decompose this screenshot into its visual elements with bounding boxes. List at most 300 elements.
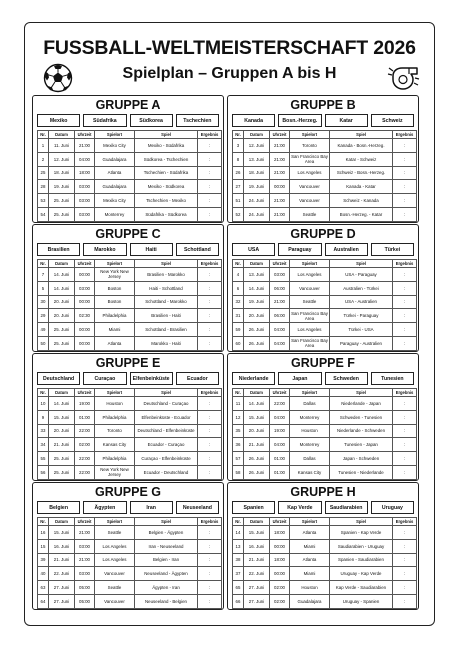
cell-date: 19. Juni	[49, 180, 75, 194]
cell-match-number: 33	[38, 424, 49, 438]
column-header-match-number: Nr.	[38, 389, 49, 397]
cell-result[interactable]: :	[198, 295, 222, 309]
column-header-date: Datum	[244, 131, 270, 139]
cell-result[interactable]: :	[393, 268, 417, 282]
cell-time: 01:00	[75, 410, 95, 424]
cell-result[interactable]: :	[393, 424, 417, 438]
cell-time: 19:00	[75, 397, 95, 411]
cell-venue: Toronto	[95, 424, 135, 438]
cell-time: 03:00	[75, 539, 95, 553]
cell-match: Deutschland - Curaçao	[135, 397, 198, 411]
table-row	[38, 397, 222, 411]
cell-time: 03:00	[75, 207, 95, 221]
table-row	[233, 152, 417, 166]
cell-match: Uruguay - Kap Verde	[330, 567, 393, 581]
cell-match-number: 9	[38, 410, 49, 424]
cell-date: 20. Juni	[49, 309, 75, 323]
table-row	[38, 309, 222, 323]
team-box: Paraguay	[278, 243, 321, 256]
table-row	[38, 180, 222, 194]
cell-match: Südkorea - Tschechien	[135, 152, 198, 166]
cell-match-number: 65	[233, 581, 244, 595]
column-header-time: Uhrzeit	[270, 131, 290, 139]
cell-result[interactable]: :	[393, 581, 417, 595]
cell-venue: Dallas	[290, 452, 330, 466]
cell-venue: Dallas	[290, 397, 330, 411]
cell-date: 22. Juni	[244, 567, 270, 581]
cell-result[interactable]: :	[198, 410, 222, 424]
table-row	[233, 539, 417, 553]
cell-time: 19:00	[270, 424, 290, 438]
table-row	[38, 194, 222, 208]
cell-result[interactable]: :	[198, 581, 222, 595]
column-header-venue: Spielort	[290, 518, 330, 526]
cell-result[interactable]: :	[198, 309, 222, 323]
table-row	[38, 465, 222, 479]
cell-date: 24. Juni	[244, 194, 270, 208]
table-header	[233, 131, 417, 139]
table-row	[38, 207, 222, 221]
group-title: GRUPPE C	[95, 227, 161, 241]
cell-time: 06:00	[270, 309, 290, 323]
cell-date: 14. Juni	[49, 281, 75, 295]
cell-venue: Kansas City	[95, 438, 135, 452]
cell-time: 21:00	[270, 166, 290, 180]
cell-time: 21:00	[270, 139, 290, 153]
cell-time: 00:00	[75, 295, 95, 309]
column-header-date: Datum	[49, 260, 75, 268]
column-header-match-number: Nr.	[233, 131, 244, 139]
cell-match: Brasilien - Marokko	[135, 268, 198, 282]
cell-match-number: 7	[38, 268, 49, 282]
column-header-date: Datum	[244, 260, 270, 268]
cell-match-number: 34	[38, 438, 49, 452]
cell-match-number: 28	[38, 180, 49, 194]
cell-time: 00:00	[75, 323, 95, 337]
cell-match-number: 29	[38, 309, 49, 323]
cell-time: 03:00	[75, 194, 95, 208]
cell-venue: Houston	[95, 397, 135, 411]
cell-result[interactable]: :	[393, 410, 417, 424]
table-row	[233, 207, 417, 221]
column-header-match-number: Nr.	[38, 518, 49, 526]
column-header-match: Spiel	[135, 518, 198, 526]
cell-time: 05:00	[75, 581, 95, 595]
cell-venue: Vancouver	[95, 594, 135, 608]
team-box: Iran	[130, 501, 173, 514]
cell-match: Türkei - USA	[330, 323, 393, 337]
cell-time: 04:00	[270, 410, 290, 424]
cell-time: 00:00	[270, 180, 290, 194]
table-row	[233, 452, 417, 466]
table-row	[38, 410, 222, 424]
cell-venue: Atlanta	[290, 526, 330, 540]
column-header-time: Uhrzeit	[75, 518, 95, 526]
cell-time: 04:00	[270, 438, 290, 452]
cell-result[interactable]: :	[393, 207, 417, 221]
cell-venue: Seattle	[290, 207, 330, 221]
team-box: Südafrika	[83, 114, 126, 127]
team-box: Marokko	[83, 243, 126, 256]
cell-result[interactable]: :	[393, 281, 417, 295]
cell-time: 22:00	[75, 424, 95, 438]
match-table	[37, 130, 222, 222]
table-row	[38, 581, 222, 595]
cell-venue: Vancouver	[95, 567, 135, 581]
cell-time: 03:00	[75, 281, 95, 295]
cell-date: 27. Juni	[49, 594, 75, 608]
cell-time: 18:00	[270, 553, 290, 567]
cell-result[interactable]: :	[198, 567, 222, 581]
column-header-date: Datum	[49, 518, 75, 526]
table-header	[38, 389, 222, 397]
group-teams	[232, 372, 414, 385]
cell-date: 20. Juni	[49, 295, 75, 309]
cell-result[interactable]: :	[393, 526, 417, 540]
cell-date: 14. Juni	[49, 397, 75, 411]
column-header-match: Spiel	[135, 131, 198, 139]
table-row	[38, 594, 222, 608]
cell-venue: Seattle	[95, 581, 135, 595]
cell-venue: Miami	[290, 539, 330, 553]
table-row	[233, 281, 417, 295]
cell-result[interactable]: :	[198, 452, 222, 466]
table-row	[233, 526, 417, 540]
cell-match-number: 13	[233, 539, 244, 553]
cell-venue: Vancouver	[290, 180, 330, 194]
cell-venue: Atlanta	[95, 166, 135, 180]
table-row	[233, 166, 417, 180]
cell-time: 02:00	[75, 438, 95, 452]
cell-result[interactable]: :	[393, 323, 417, 337]
cell-result[interactable]: :	[198, 397, 222, 411]
group-panel-b	[227, 95, 419, 223]
cell-time: 00:00	[270, 539, 290, 553]
column-header-venue: Spielort	[95, 260, 135, 268]
cell-match: Ecuador - Deutschland	[135, 465, 198, 479]
cell-match-number: 6	[233, 281, 244, 295]
cell-venue: Philadelphia	[95, 410, 135, 424]
cell-time: 02:00	[270, 594, 290, 608]
cell-date: 25. Juni	[49, 194, 75, 208]
match-table	[232, 259, 417, 351]
table-row	[233, 465, 417, 479]
cell-date: 14. Juni	[49, 268, 75, 282]
cell-match: USA - Australien	[330, 295, 393, 309]
cell-result[interactable]: :	[393, 452, 417, 466]
cell-date: 25. Juni	[49, 323, 75, 337]
cell-match: Brasilien - Haiti	[135, 309, 198, 323]
cell-match-number: 37	[233, 567, 244, 581]
cell-match-number: 11	[233, 397, 244, 411]
group-title: GRUPPE B	[290, 98, 356, 112]
column-header-result: Ergebnis	[198, 389, 222, 397]
whistle-icon	[387, 64, 421, 92]
cell-match-number: 52	[233, 207, 244, 221]
cell-date: 25. Juni	[49, 452, 75, 466]
column-header-result: Ergebnis	[393, 260, 417, 268]
cell-result[interactable]: :	[198, 323, 222, 337]
table-row	[38, 424, 222, 438]
cell-match-number: 40	[38, 567, 49, 581]
group-title: GRUPPE A	[95, 98, 161, 112]
cell-result[interactable]: :	[393, 594, 417, 608]
cell-result[interactable]: :	[198, 539, 222, 553]
cell-match: Iran - Neuseeland	[135, 539, 198, 553]
cell-time: 21:00	[270, 194, 290, 208]
cell-result[interactable]: :	[198, 207, 222, 221]
cell-match-number: 60	[233, 336, 244, 350]
team-box: Schweiz	[371, 114, 414, 127]
table-row	[38, 526, 222, 540]
cell-time: 02:00	[270, 581, 290, 595]
page-title: FUSSBALL-WELTMEISTERSCHAFT 2026	[43, 37, 416, 59]
cell-match: Schottland - Marokko	[135, 295, 198, 309]
cell-time: 22:00	[270, 397, 290, 411]
cell-date: 25. Juni	[49, 465, 75, 479]
cell-venue: Boston	[95, 295, 135, 309]
cell-result[interactable]: :	[198, 438, 222, 452]
cell-match: Schweiz - Kanada	[330, 194, 393, 208]
table-row	[233, 567, 417, 581]
cell-result[interactable]: :	[393, 465, 417, 479]
cell-time: 21:00	[270, 207, 290, 221]
cell-match: Neuseeland - Belgien	[135, 594, 198, 608]
cell-match-number: 3	[233, 139, 244, 153]
group-panel-a	[32, 95, 224, 223]
cell-date: 16. Juni	[244, 539, 270, 553]
cell-time: 03:00	[270, 268, 290, 282]
cell-result[interactable]: :	[393, 166, 417, 180]
cell-match-number: 8	[233, 152, 244, 166]
team-box: Tunesien	[371, 372, 414, 385]
cell-match: Ägypten - Iran	[135, 581, 198, 595]
cell-result[interactable]: :	[198, 139, 222, 153]
cell-match-number: 14	[233, 526, 244, 540]
cell-date: 27. Juni	[244, 581, 270, 595]
table-row	[38, 152, 222, 166]
cell-venue: Atlanta	[95, 336, 135, 350]
team-box: Saudiarabien	[325, 501, 368, 514]
cell-date: 16. Juni	[49, 539, 75, 553]
cell-match-number: 27	[233, 180, 244, 194]
cell-date: 18. Juni	[244, 166, 270, 180]
cell-match-number: 15	[38, 539, 49, 553]
cell-match-number: 26	[233, 166, 244, 180]
cell-match: Neuseeland - Ägypten	[135, 567, 198, 581]
column-header-date: Datum	[49, 131, 75, 139]
cell-match: Uruguay - Spanien	[330, 594, 393, 608]
team-box: Japan	[278, 372, 321, 385]
cell-time: 18:00	[270, 526, 290, 540]
cell-match-number: 58	[233, 465, 244, 479]
cell-time: 02:30	[75, 309, 95, 323]
team-box: Australien	[325, 243, 368, 256]
column-header-match-number: Nr.	[38, 260, 49, 268]
cell-match: Katar - Schweiz	[330, 152, 393, 166]
cell-result[interactable]: :	[198, 180, 222, 194]
group-title: GRUPPE D	[290, 227, 356, 241]
cell-result[interactable]: :	[198, 194, 222, 208]
table-row	[38, 166, 222, 180]
cell-result[interactable]: :	[198, 268, 222, 282]
column-header-match: Spiel	[135, 389, 198, 397]
table-row	[38, 295, 222, 309]
cell-result[interactable]: :	[393, 139, 417, 153]
cell-result[interactable]: :	[393, 539, 417, 553]
cell-venue: Seattle	[290, 295, 330, 309]
table-header	[233, 518, 417, 526]
cell-result[interactable]: :	[393, 397, 417, 411]
cell-date: 27. Juni	[49, 581, 75, 595]
column-header-match: Spiel	[330, 131, 393, 139]
column-header-venue: Spielort	[95, 131, 135, 139]
table-row	[38, 452, 222, 466]
column-header-date: Datum	[244, 389, 270, 397]
cell-venue: Vancouver	[290, 194, 330, 208]
column-header-match-number: Nr.	[38, 131, 49, 139]
cell-match: Australien - Türkei	[330, 281, 393, 295]
cell-match: Deutschland - Elfenbeinküste	[135, 424, 198, 438]
cell-venue: Atlanta	[290, 553, 330, 567]
team-box: Mexiko	[37, 114, 80, 127]
cell-venue: Los Angeles	[290, 323, 330, 337]
group-teams	[232, 501, 414, 514]
cell-date: 20. Juni	[49, 424, 75, 438]
table-row	[233, 581, 417, 595]
table-row	[38, 323, 222, 337]
cell-result[interactable]: :	[198, 336, 222, 350]
cell-result[interactable]: :	[393, 295, 417, 309]
column-header-venue: Spielort	[290, 260, 330, 268]
column-header-result: Ergebnis	[198, 131, 222, 139]
cell-result[interactable]: :	[393, 438, 417, 452]
cell-result[interactable]: :	[393, 194, 417, 208]
cell-match-number: 63	[38, 581, 49, 595]
column-header-match: Spiel	[330, 260, 393, 268]
cell-result[interactable]: :	[393, 553, 417, 567]
cell-match: Haiti - Schottland	[135, 281, 198, 295]
cell-result[interactable]: :	[198, 553, 222, 567]
cell-time: 18:00	[75, 166, 95, 180]
table-row	[38, 139, 222, 153]
team-box: Schweden	[325, 372, 368, 385]
team-box: Ägypten	[83, 501, 126, 514]
cell-result[interactable]: :	[198, 526, 222, 540]
cell-venue: Seattle	[95, 526, 135, 540]
group-title: GRUPPE H	[290, 485, 356, 499]
cell-match: Schweden - Tunesien	[330, 410, 393, 424]
cell-venue: San Francisco Bay Area	[291, 154, 328, 165]
cell-match: Tunesien - Niederlande	[330, 465, 393, 479]
cell-date: 18. Juni	[49, 166, 75, 180]
cell-time: 03:00	[75, 180, 95, 194]
column-header-result: Ergebnis	[393, 131, 417, 139]
cell-time: 06:00	[270, 281, 290, 295]
cell-date: 27. Juni	[244, 594, 270, 608]
cell-time: 01:00	[270, 465, 290, 479]
table-header	[233, 389, 417, 397]
cell-match: Saudiarabien - Uruguay	[330, 539, 393, 553]
cell-match: Belgien - Ägypten	[135, 526, 198, 540]
cell-venue: Toronto	[290, 139, 330, 153]
cell-result[interactable]: :	[393, 309, 417, 323]
cell-match: Belgien - Iran	[135, 553, 198, 567]
table-row	[233, 410, 417, 424]
cell-date: 12. Juni	[49, 152, 75, 166]
cell-result[interactable]: :	[393, 336, 417, 350]
cell-match-number: 38	[233, 553, 244, 567]
cell-result[interactable]: :	[393, 567, 417, 581]
table-row	[233, 336, 417, 350]
match-table	[37, 388, 222, 480]
cell-match-number: 30	[38, 295, 49, 309]
table-row	[233, 309, 417, 323]
table-row	[233, 323, 417, 337]
cell-match-number: 2	[38, 152, 49, 166]
cell-match: Kanada - Katar	[330, 180, 393, 194]
table-row	[233, 194, 417, 208]
cell-match: Spanien - Saudiarabien	[330, 553, 393, 567]
team-box: Belgien	[37, 501, 80, 514]
cell-time: 21:00	[270, 295, 290, 309]
cell-venue: Los Angeles	[95, 539, 135, 553]
column-header-venue: Spielort	[95, 518, 135, 526]
cell-date: 12. Juni	[244, 139, 270, 153]
cell-result[interactable]: :	[198, 281, 222, 295]
cell-time: 05:00	[75, 594, 95, 608]
cell-venue: Guadalajara	[95, 152, 135, 166]
cell-venue: Los Angeles	[95, 553, 135, 567]
cell-result[interactable]: :	[393, 180, 417, 194]
cell-match-number: 50	[38, 336, 49, 350]
cell-date: 15. Juni	[49, 526, 75, 540]
cell-match: Mexiko - Südkorea	[135, 180, 198, 194]
cell-result[interactable]: :	[198, 594, 222, 608]
cell-time: 22:00	[75, 465, 95, 479]
cell-venue: Monterrey	[95, 207, 135, 221]
table-row	[38, 336, 222, 350]
cell-result[interactable]: :	[198, 166, 222, 180]
cell-match-number: 51	[233, 194, 244, 208]
cell-date: 13. Juni	[244, 152, 270, 166]
cell-result[interactable]: :	[393, 152, 417, 166]
table-row	[233, 268, 417, 282]
table-header	[38, 518, 222, 526]
cell-date: 26. Juni	[244, 336, 270, 350]
cell-match-number: 32	[233, 295, 244, 309]
cell-match: Curaçao - Elfenbeinküste	[135, 452, 198, 466]
cell-date: 22. Juni	[49, 567, 75, 581]
column-header-time: Uhrzeit	[270, 389, 290, 397]
cell-date: 26. Juni	[244, 323, 270, 337]
cell-venue: Miami	[290, 567, 330, 581]
cell-match-number: 5	[38, 281, 49, 295]
column-header-time: Uhrzeit	[270, 518, 290, 526]
cell-match: Niederlande - Japan	[330, 397, 393, 411]
column-header-match-number: Nr.	[233, 260, 244, 268]
team-box: Uruguay	[371, 501, 414, 514]
cell-result[interactable]: :	[198, 465, 222, 479]
cell-result[interactable]: :	[198, 424, 222, 438]
cell-result[interactable]: :	[198, 152, 222, 166]
cell-date: 26. Juni	[244, 452, 270, 466]
cell-match: Elfenbeinküste - Ecuador	[135, 410, 198, 424]
cell-match: Kanada - Bosn.-Herzeg.	[330, 139, 393, 153]
cell-match-number: 1	[38, 139, 49, 153]
cell-venue: Vancouver	[290, 281, 330, 295]
group-panel-g	[32, 482, 224, 610]
